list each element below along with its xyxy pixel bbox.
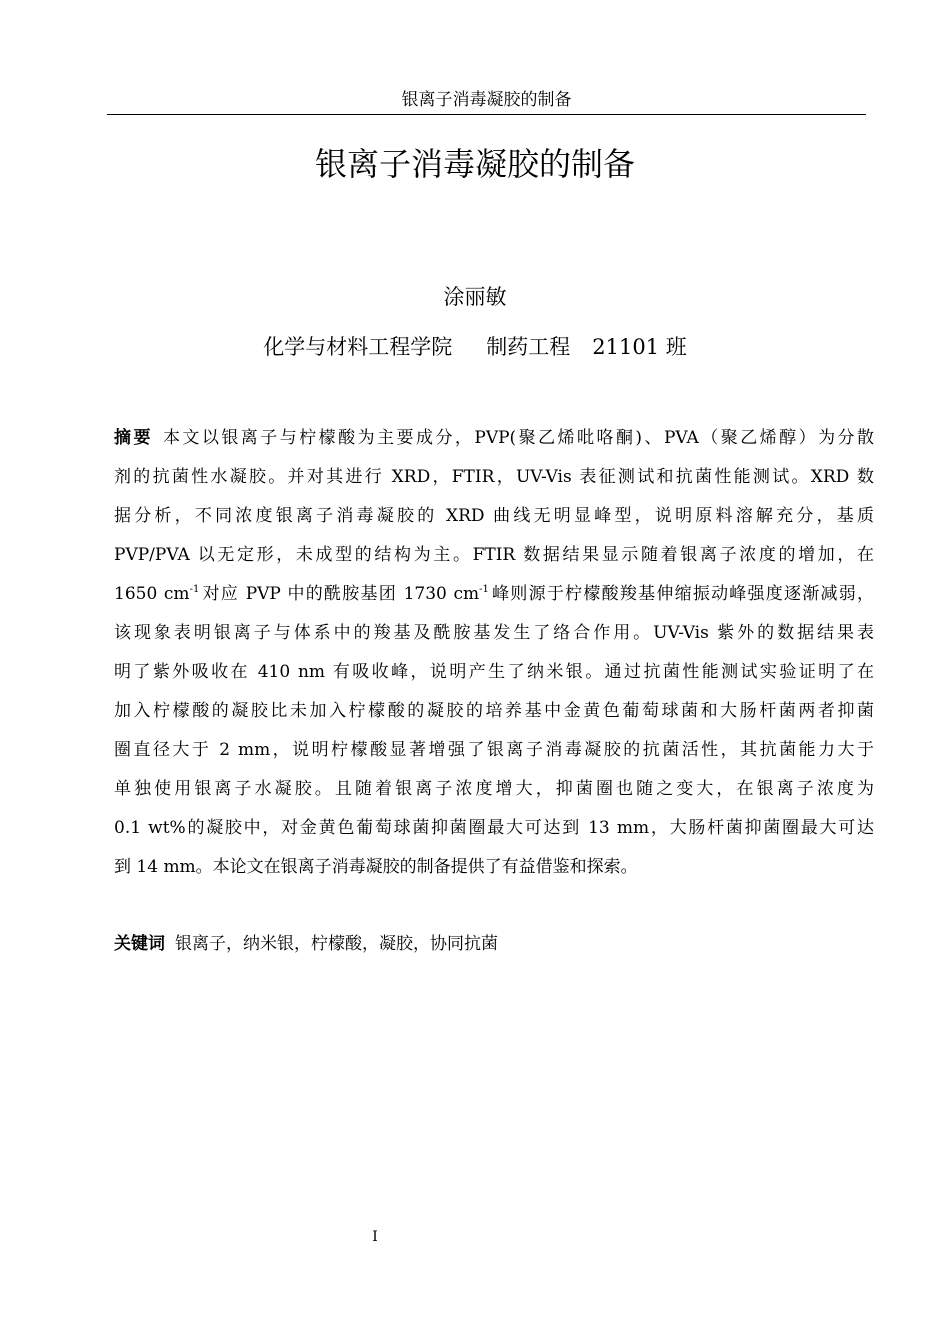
abstract-line: 单独使用银离子水凝胶。且随着银离子浓度增大，抑菌圈也随之变大，在银离子浓度为 [114,779,874,799]
abstract-label: 摘要 [114,428,153,448]
affiliation-class: 21101 班 [592,335,687,359]
abstract-line-text: 本文以银离子与柠檬酸为主要成分，PVP(聚乙烯吡咯酮)、PVA（聚乙烯醇）为分散 [162,428,874,448]
running-header: 银离子消毒凝胶的制备 [107,88,866,115]
superscript: -1 [479,584,489,595]
abstract-line: 到 14 mm。本论文在银离子消毒凝胶的制备提供了有益借鉴和探索。 [114,857,638,877]
affiliation-school: 化学与材料工程学院 [263,335,453,359]
keywords-text: 银离子，纳米银，柠檬酸，凝胶，协同抗菌 [175,934,498,954]
abstract-line-ftir: 1650 $cm^{-1}$ 对应 PVP 中的酰胺基团 1730 $cm^{-1}$ 峰则源于柠檬酸羧基伸缩振动峰强度逐渐减弱， [114,584,875,604]
author-affiliation [0,333,950,361]
abstract-line: PVP/PVA 以无定形，未成型的结构为主。FTIR 数据结果显示随着银离子浓度的增加，在 [114,545,874,565]
abstract-line: 该现象表明银离子与体系中的羧基及酰胺基发生了络合作用。UV-Vis 紫外的数据结果表 [114,623,874,643]
keywords-label: 关键词 [114,934,165,954]
abstract-line: 圈直径大于 2 mm，说明柠檬酸显著增强了银离子消毒凝胶的抗菌活性，其抗菌能力大于 [114,740,874,760]
abstract-line: 0.1 wt%的凝胶中，对金黄色葡萄球菌抑菌圈最大可达到 13 mm，大肠杆菌抑菌圈最大可达 [114,818,874,838]
abstract-line: 据分析，不同浓度银离子消毒凝胶的 XRD 曲线无明显峰型，说明原料溶解充分，基质 [114,506,874,526]
abstract-line: 剂的抗菌性水凝胶。并对其进行 XRD，FTIR，UV-Vis 表征测试和抗菌性能测试。XRD 数 [114,467,874,487]
page-number: I [372,1229,378,1245]
abstract-line [114,424,874,463]
affiliation-major: 制药工程 [486,335,571,359]
keywords [114,930,874,959]
abstract-line: 明了紫外吸收在 410 nm 有吸收峰，说明产生了纳米银。通过抗菌性能测试实验证明了在 [114,662,874,682]
abstract [114,424,874,892]
paper-title: 银离子消毒凝胶的制备 [314,145,635,183]
abstract-line: 加入柠檬酸的凝胶比未加入柠檬酸的凝胶的培养基中金黄色葡萄球菌和大肠杆菌两者抑菌 [114,701,874,721]
superscript: -1 [189,584,200,595]
author-name: 涂丽敏 [443,285,507,309]
